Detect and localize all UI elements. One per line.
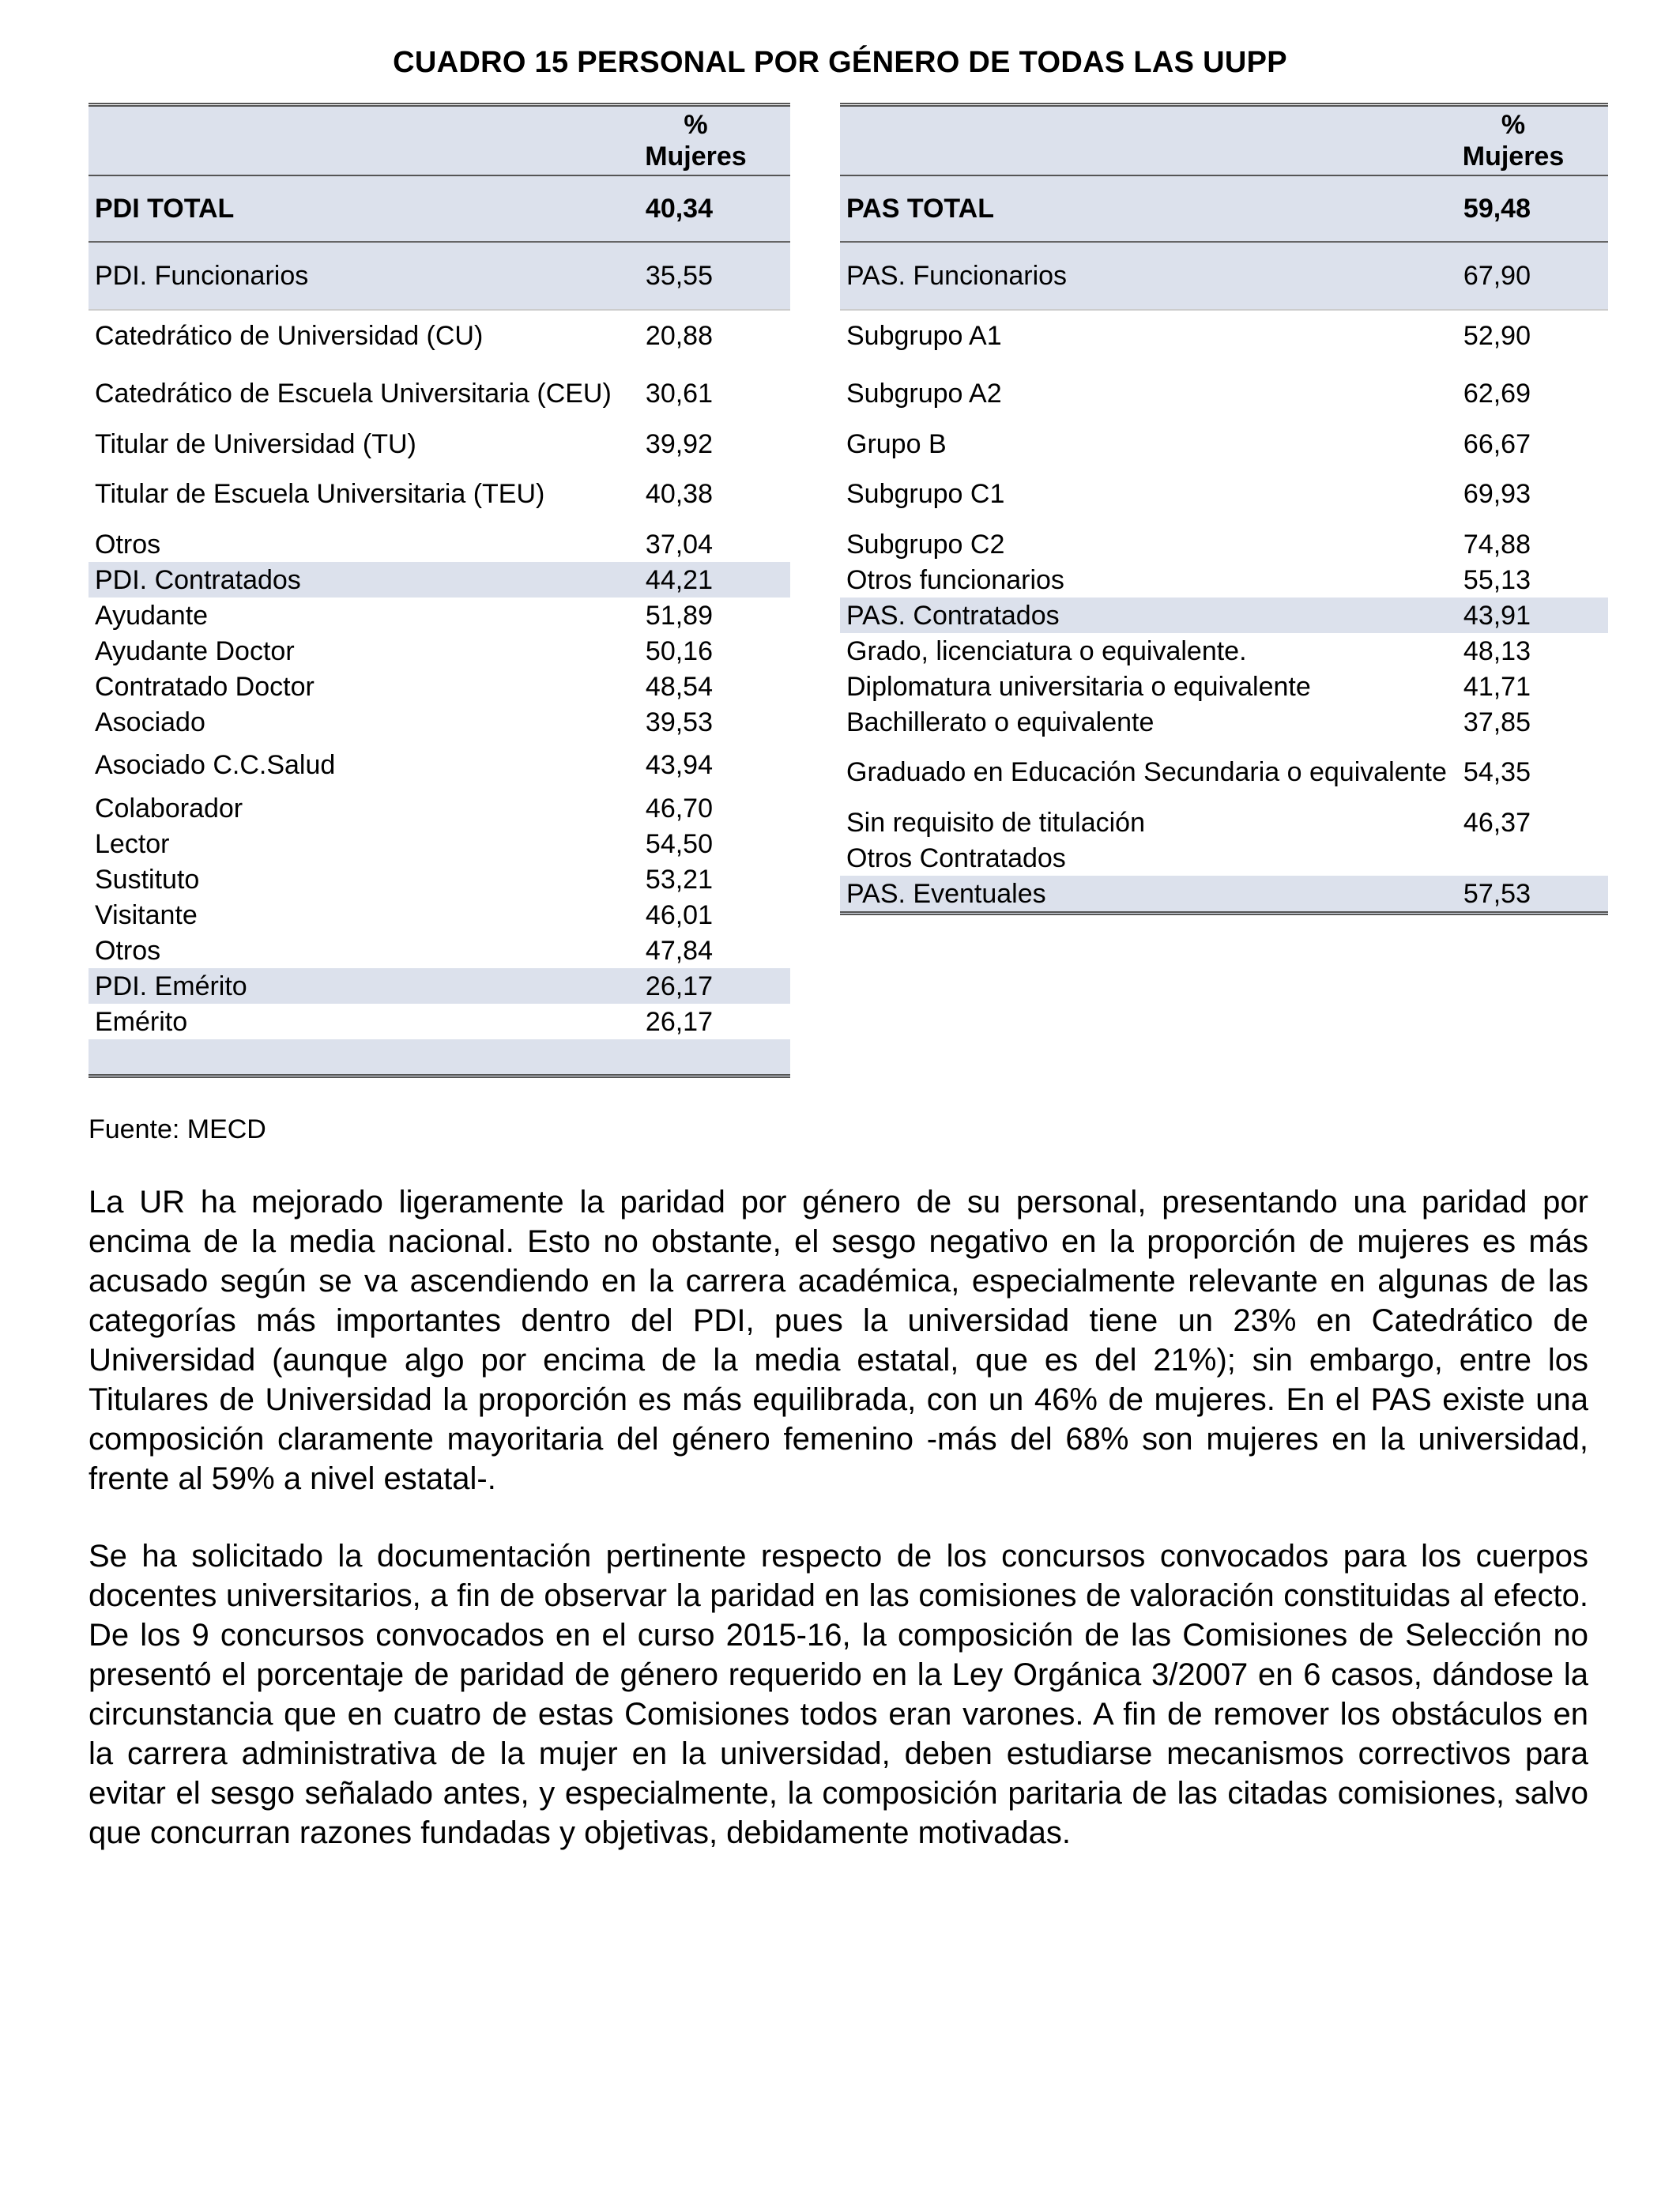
pdi-total-value: 40,34 xyxy=(639,175,790,242)
pdi-table-row xyxy=(89,740,790,790)
pdi-row-label: PDI. Funcionarios xyxy=(89,242,639,310)
pdi-table-row xyxy=(89,562,790,598)
pdi-row-label: Catedrático de Universidad (CU) xyxy=(95,321,484,351)
pdi-total-row xyxy=(89,175,790,242)
pas-table-row xyxy=(840,598,1608,633)
pdi-row-label: Otros xyxy=(95,529,161,560)
pdi-table-row xyxy=(89,462,790,526)
pas-row-value: 54,35 xyxy=(1463,757,1531,787)
pas-row-label: Bachillerato o equivalente xyxy=(846,707,1155,737)
pdi-row-label: Asociado xyxy=(95,707,205,737)
pdi-table-row xyxy=(89,633,790,669)
pas-header-pct-mujeres: % Mujeres xyxy=(1456,105,1608,176)
pas-row-label: Subgrupo A1 xyxy=(846,321,1002,351)
pas-row-value: 41,71 xyxy=(1463,671,1531,702)
pdi-total-label: PDI TOTAL xyxy=(89,175,639,242)
pas-row-label: Subgrupo C1 xyxy=(846,479,1005,509)
pas-header-row xyxy=(840,105,1608,176)
pdi-row-value: 46,01 xyxy=(645,899,713,930)
pdi-row-value: 26,17 xyxy=(645,1006,713,1037)
pdi-row-value: 50,16 xyxy=(645,635,713,666)
pas-row-value: 43,91 xyxy=(1463,600,1531,631)
pas-row-value: 55,13 xyxy=(1463,564,1531,595)
pdi-row-label: Ayudante xyxy=(95,600,209,631)
pdi-table-row xyxy=(89,669,790,704)
pdi-row-value: 26,17 xyxy=(645,971,713,1001)
source-note: Fuente: MECD xyxy=(89,1114,266,1144)
pdi-row-label: PDI. Contratados xyxy=(95,564,301,595)
pdi-row-label: Visitante xyxy=(95,899,198,930)
pdi-row-label: Catedrático de Escuela Universitaria (CEU) xyxy=(95,379,612,409)
pas-row-label: Subgrupo C2 xyxy=(846,529,1005,560)
pdi-row-value: 46,70 xyxy=(645,793,713,824)
pas-row-label: PAS. Contratados xyxy=(846,600,1060,631)
paragraph-1: La UR ha mejorado ligeramente la paridad por género de su personal, presentando una paridad por encima de la media nacional. Esto no obstante, el sesgo negativo en la proporción de mujeres es más acusado según se va ascendiendo en la carrera académica, especialmente relevante en algunas de las categorías más importantes dentro del PDI, pues la universidad tiene un 23% en Catedrático de Universidad (aunque algo por encima de la media estatal, que es del 21%); sin embargo, entre los Titulares de Universidad la proporción es más equilibrada, con un 46% de mujeres. En el PAS existe una composición claramente mayoritaria del género femenino -más del 68% son mujeres en la universidad, frente al 59% a nivel estatal-. xyxy=(89,1185,1588,1496)
pdi-row-value: 53,21 xyxy=(645,864,713,895)
pdi-table-row xyxy=(89,598,790,633)
pas-row-label: Otros Contratados xyxy=(846,843,1066,873)
pdi-table-row xyxy=(89,933,790,968)
pas-row-value: 57,53 xyxy=(1456,876,1608,914)
pdi-table-row xyxy=(89,1004,790,1039)
pdi-row-value: 43,94 xyxy=(645,750,713,780)
pdi-header-pct-mujeres: % Mujeres xyxy=(639,105,790,176)
pas-row-label: Grado, licenciatura o equivalente. xyxy=(846,635,1247,666)
pdi-row-label: Otros xyxy=(95,935,161,966)
pas-row-value: 46,37 xyxy=(1463,807,1531,838)
pas-table-row xyxy=(840,876,1608,914)
pas-row-label: PAS. Eventuales xyxy=(840,876,1456,914)
pdi-row-label: Contratado Doctor xyxy=(95,671,315,702)
pas-row-label: Graduado en Educación Secundaria o equivalente xyxy=(846,757,1447,787)
pdi-table-row xyxy=(89,526,790,562)
pas-table-row xyxy=(840,740,1608,805)
pas-row-value: 48,13 xyxy=(1463,635,1531,666)
pdi-row-label: Emérito xyxy=(95,1006,188,1037)
pdi-table-row xyxy=(89,790,790,826)
pdi-row-value: 37,04 xyxy=(645,529,713,560)
pas-row-value: 69,93 xyxy=(1463,479,1531,509)
pas-row-label: Sin requisito de titulación xyxy=(846,807,1146,838)
pas-row-value: 52,90 xyxy=(1463,321,1531,351)
pdi-row-label: PDI. Emérito xyxy=(95,971,247,1001)
pdi-table xyxy=(89,103,790,1078)
pas-total-label: PAS TOTAL xyxy=(840,175,1456,242)
pas-row-label: Subgrupo A2 xyxy=(846,379,1002,409)
pdi-table-row xyxy=(89,361,790,426)
pas-table-row xyxy=(840,704,1608,740)
pas-row-value: 74,88 xyxy=(1463,529,1531,560)
pas-row-label: PAS. Funcionarios xyxy=(840,242,1456,310)
pdi-row-label: Lector xyxy=(95,828,170,859)
pas-table-row xyxy=(840,242,1608,310)
pas-row-value: 67,90 xyxy=(1456,242,1608,310)
pdi-row-label: Titular de Universidad (TU) xyxy=(95,428,416,459)
pas-total-value: 59,48 xyxy=(1456,175,1608,242)
pas-row-value xyxy=(1456,840,1608,876)
pdi-row-value: 30,61 xyxy=(645,379,713,409)
pdi-row-value: 48,54 xyxy=(645,671,713,702)
pdi-row-value: 39,92 xyxy=(645,428,713,459)
pas-total-row xyxy=(840,175,1608,242)
pdi-table-row xyxy=(89,426,790,462)
table-title: CUADRO 15 PERSONAL POR GÉNERO DE TODAS LAS UUPP xyxy=(393,46,1287,79)
pas-table-row xyxy=(840,310,1608,361)
pas-row-label: Diplomatura universitaria o equivalente xyxy=(846,671,1311,702)
pdi-row-value: 35,55 xyxy=(639,242,790,310)
pdi-row-value: 47,84 xyxy=(645,935,713,966)
pdi-row-value: 39,53 xyxy=(645,707,713,737)
pdi-row-label: Sustituto xyxy=(95,864,200,895)
pdi-row-value: 40,38 xyxy=(645,479,713,509)
pas-row-value: 62,69 xyxy=(1463,379,1531,409)
pdi-row-value: 20,88 xyxy=(645,321,713,351)
pdi-table-row xyxy=(89,861,790,897)
pdi-table-row xyxy=(89,826,790,861)
pas-table-row xyxy=(840,426,1608,462)
pas-table-row xyxy=(840,669,1608,704)
pas-table-row xyxy=(840,805,1608,840)
pas-table-row xyxy=(840,562,1608,598)
pas-table-row xyxy=(840,633,1608,669)
pdi-row-label: Colaborador xyxy=(95,793,243,824)
pdi-table-row xyxy=(89,310,790,361)
pdi-row-label: Asociado C.C.Salud xyxy=(95,750,336,780)
pdi-row-label: Titular de Escuela Universitaria (TEU) xyxy=(95,479,545,509)
pdi-row-value: 54,50 xyxy=(645,828,713,859)
pdi-table-row xyxy=(89,968,790,1004)
pas-table-row xyxy=(840,526,1608,562)
pas-table xyxy=(840,103,1608,915)
pas-table-row xyxy=(840,361,1608,426)
pas-table-row xyxy=(840,462,1608,526)
pdi-row-value: 51,89 xyxy=(645,600,713,631)
pas-row-value: 37,85 xyxy=(1463,707,1531,737)
pas-table-row xyxy=(840,840,1608,876)
pdi-table-row xyxy=(89,704,790,740)
pdi-table-footer xyxy=(89,1039,790,1076)
pdi-table-row xyxy=(89,897,790,933)
pas-row-label: Grupo B xyxy=(846,428,947,459)
pdi-header-row xyxy=(89,105,790,176)
paragraph-2: Se ha solicitado la documentación pertinente respecto de los concursos convocados para los cuerpos docentes universitarios, a fin de observar la paridad en las comisiones de valoración constituidas al efecto. De los 9 concursos convocados en el curso 2015-16, la composición de las Comisiones de Selección no presentó el porcentaje de paridad de género requerido en la Ley Orgánica 3/2007 en 6 casos, dándose la circunstancia que en cuatro de estas Comisiones todos eran varones. A fin de remover los obstáculos en la carrera administrativa de la mujer en la universidad, deben estudiarse mecanismos correctivos para evitar el sesgo señalado antes, y especialmente, la composición paritaria de las citadas comisiones, salvo que concurran razones fundadas y objetivas, debidamente motivadas. xyxy=(89,1539,1588,1850)
pas-row-label: Otros funcionarios xyxy=(846,564,1064,595)
pdi-table-row xyxy=(89,242,790,310)
pas-row-value: 66,67 xyxy=(1463,428,1531,459)
pdi-row-value: 44,21 xyxy=(645,564,713,595)
pdi-row-label: Ayudante Doctor xyxy=(95,635,295,666)
